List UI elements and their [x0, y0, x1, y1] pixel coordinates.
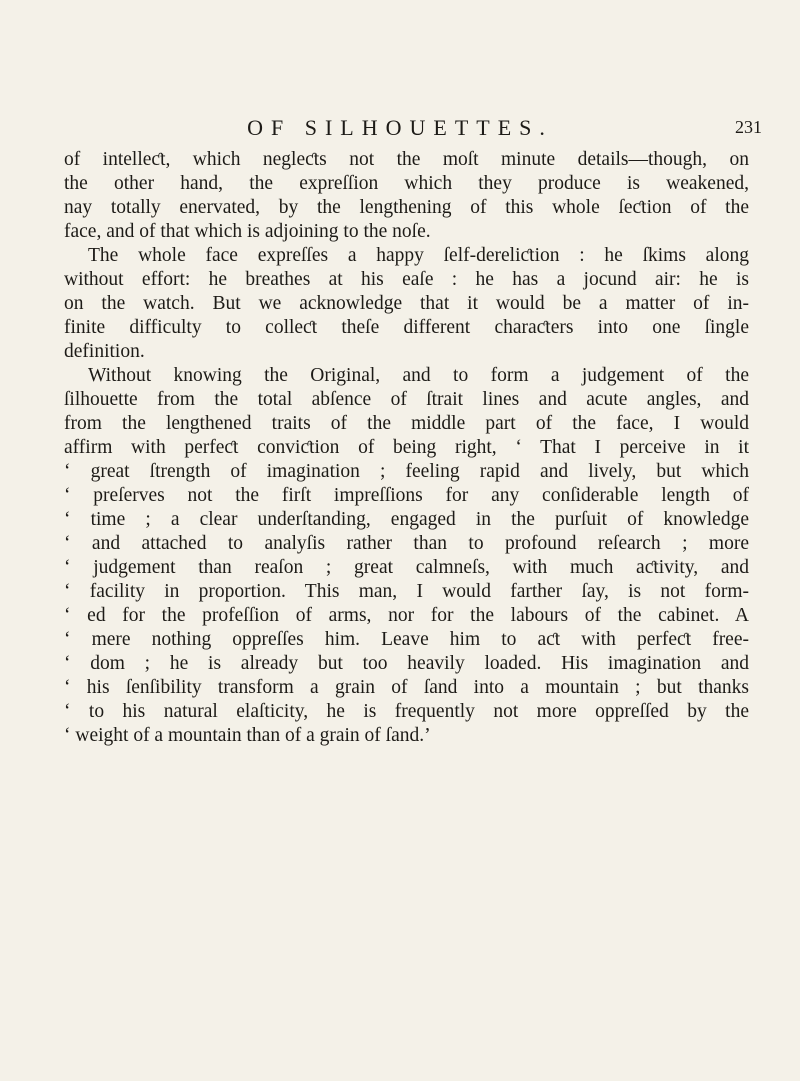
text-line: affirm with perfeƈt conviƈtion of being right, ‘ That I perceive in it: [64, 437, 749, 458]
page-number: 231: [735, 117, 762, 137]
running-title: OF SILHOUETTES.: [247, 115, 553, 140]
text-line: The whole face expreſſes a happy ſelf-dereliƈtion : he ſkims along: [88, 245, 749, 266]
text-line: on the watch. But we acknowledge that it would be a matter of in-: [64, 293, 749, 314]
text-line: definition.: [64, 341, 145, 362]
text-line: from the lengthened traits of the middle part of the face, I would: [64, 413, 749, 434]
text-line: ‘ great ſtrength of imagination ; feeling rapid and lively, but which: [64, 461, 749, 482]
text-line: ‘ ed for the profeſſion of arms, nor for the labours of the cabinet. A: [64, 605, 749, 626]
text-line: ‘ to his natural elaſticity, he is frequently not more oppreſſed by the: [64, 701, 749, 722]
text-line: ‘ preſerves not the firſt impreſſions for any conſiderable length of: [64, 485, 749, 506]
text-line: of intelleƈt, which negleƈts not the moſt minute details—though, on: [64, 149, 749, 170]
text-line: Without knowing the Original, and to form a judgement of the: [88, 365, 749, 386]
text-line: nay totally enervated, by the lengthening of this whole ſeƈtion of the: [64, 197, 749, 218]
text-line: ‘ facility in proportion. This man, I would farther ſay, is not form-: [64, 581, 749, 602]
text-line: face, and of that which is adjoining to the noſe.: [64, 221, 431, 242]
text-line: ‘ judgement than reaſon ; great calmneſs, with much aƈtivity, and: [64, 557, 749, 578]
text-line: ‘ time ; a clear underſtanding, engaged in the purſuit of knowledge: [64, 509, 749, 530]
text-line: the other hand, the expreſſion which they produce is weakened,: [64, 173, 749, 194]
text-line: ‘ mere nothing oppreſſes him. Leave him to aƈt with perfeƈt free-: [64, 629, 749, 650]
text-line: ‘ weight of a mountain than of a grain of ſand.’: [64, 725, 431, 746]
text-line: without effort: he breathes at his eaſe : he has a jocund air: he is: [64, 269, 749, 290]
text-line: ‘ dom ; he is already but too heavily loaded. His imagination and: [64, 653, 749, 674]
text-line: finite difficulty to colleƈt theſe different charaƈters into one ſingle: [64, 317, 749, 338]
text-line: ſilhouette from the total abſence of ſtrait lines and acute angles, and: [64, 389, 749, 410]
text-line: ‘ and attached to analyſis rather than to profound reſearch ; more: [64, 533, 749, 554]
body-text: [64, 148, 749, 748]
text-line: ‘ his ſenſibility transform a grain of ſand into a mountain ; but thanks: [64, 677, 749, 698]
